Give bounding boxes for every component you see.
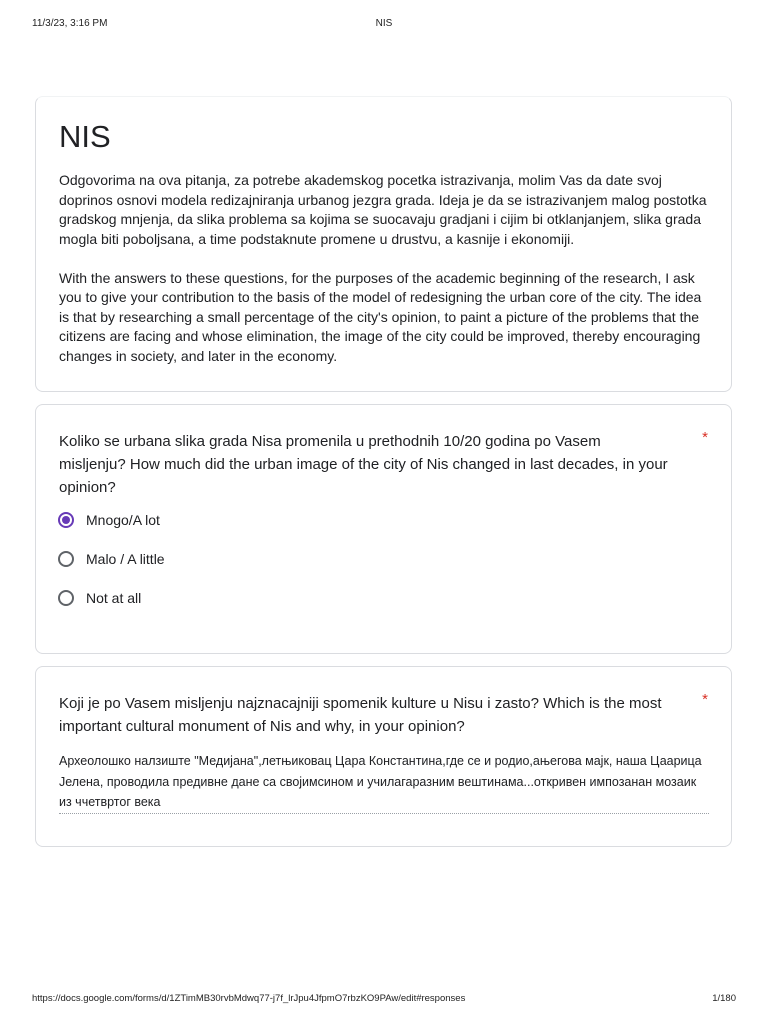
radio-unchecked-icon[interactable] <box>58 551 74 567</box>
form-title: NIS <box>59 119 111 154</box>
print-page-title: NIS <box>375 18 393 29</box>
question-card-1 <box>35 404 732 654</box>
form-description-english: With the answers to these questions, for the purposes of the academic beginning of the research, I ask you to give your contribution to the basis of the model of redesigning the urban core of the city. The idea is that by researching a small percentage of the city's opinion, to paint a picture of the problems that the citizens are facing and whose elimination, the image of the city could be improved, thereby encouraging changes in society, and later in the economy. <box>59 269 702 364</box>
radio-unchecked-icon[interactable] <box>58 590 74 606</box>
radio-group <box>58 510 165 627</box>
radio-option-label: Not at all <box>86 590 142 606</box>
radio-option-label: Malo / A little <box>86 551 165 567</box>
print-footer <box>0 993 768 1007</box>
print-url: https://docs.google.com/forms/d/1ZTimMB30rvbMdwq77-j7f_lrJpu4JfpmO7rbzKO9PAw/edit#responses <box>32 993 466 1004</box>
print-page-number: 1/180 <box>712 993 736 1004</box>
required-asterisk: * <box>702 429 708 446</box>
radio-option-label: Mnogo/A lot <box>86 512 160 528</box>
answer-text: Археолошко налзиште "Медијана",летњиковац Цара Константина,где се и родио,ањегова мајк, наша Цаарица Јелена, проводила предивне дане са својимсином и училагаразним вештинама...откривен импозанан мозаик из ччетвртог века <box>59 751 709 814</box>
radio-option-not-at-all[interactable] <box>58 588 165 608</box>
form-header-card <box>35 96 732 392</box>
radio-option-a-lot[interactable] <box>58 510 165 530</box>
required-asterisk: * <box>702 691 708 708</box>
radio-option-a-little[interactable] <box>58 549 165 569</box>
print-header <box>0 18 768 32</box>
print-date: 11/3/23, 3:16 PM <box>32 18 108 29</box>
question-card-2 <box>35 666 732 847</box>
radio-checked-icon[interactable] <box>58 512 74 528</box>
question-text: Koliko se urbana slika grada Nisa promenila u prethodnih 10/20 godina po Vasem misljenju? How much did the urban image of the city of Nis changed in last decades, in your opinion? <box>59 433 668 496</box>
question-text: Koji je po Vasem misljenju najznacajniji spomenik kulture u Nisu i zasto? Which is the most important cultural monument of Nis and why, in your opinion? <box>59 695 662 735</box>
form-description <box>59 171 714 366</box>
form-description-serbian: Odgovorima na ova pitanja, za potrebe akademskog pocetka istrazivanja, molim Vas da date svoj doprinos osnovi modela redizajniranja urbanog jezgra grada. Ideja je da se istrazivanjem malog postotka gradskog mnjenja, da slika problema sa kojima se suocavaju gradjani i cijim bi otklanjanjem, slika grada mogla biti poboljsana, a time podstaknute promene u drustvu, a kasnije i ekonomiji. <box>59 172 707 247</box>
